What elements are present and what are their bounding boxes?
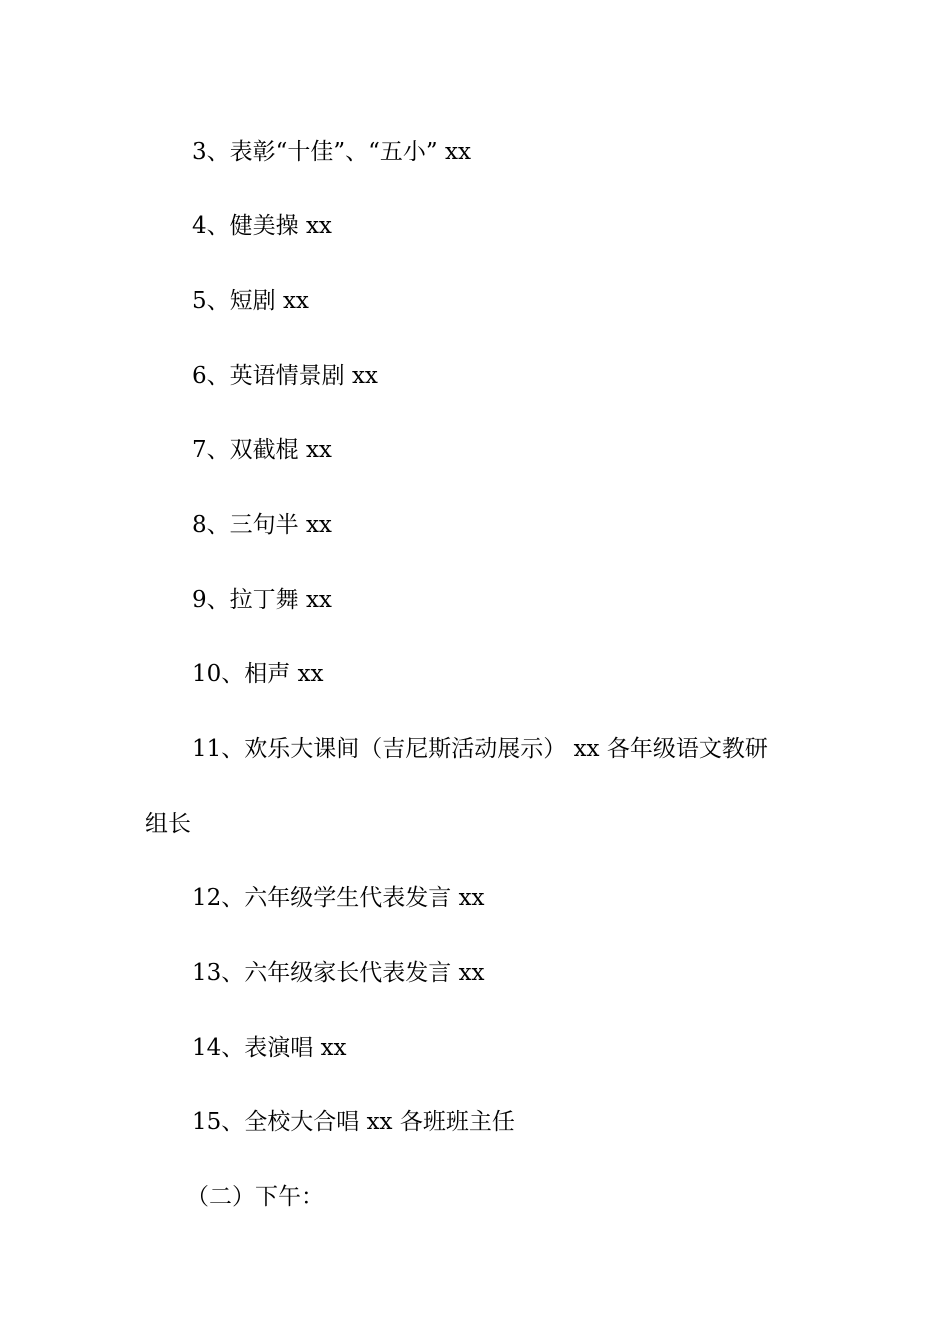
program-item-3: 3、表彰“十佳”、“五小” xx <box>192 139 471 165</box>
program-item-15: 15、全校大合唱 xx 各班班主任 <box>192 1109 515 1135</box>
program-item-14: 14、表演唱 xx <box>192 1035 347 1061</box>
program-item-11-continued: 组长 <box>145 811 191 837</box>
program-item-12: 12、六年级学生代表发言 xx <box>192 885 485 911</box>
program-item-13: 13、六年级家长代表发言 xx <box>192 960 485 986</box>
program-item-10: 10、相声 xx <box>192 661 324 687</box>
section-heading-afternoon: （二）下午： <box>186 1184 324 1210</box>
program-item-4: 4、健美操 xx <box>192 213 332 239</box>
program-item-7: 7、双截棍 xx <box>192 437 332 463</box>
program-item-8: 8、三句半 xx <box>192 512 332 538</box>
program-item-11: 11、欢乐大课间（吉尼斯活动展示） xx 各年级语文教研 <box>192 736 768 762</box>
program-item-9: 9、拉丁舞 xx <box>192 587 332 613</box>
program-item-6: 6、英语情景剧 xx <box>192 363 378 389</box>
program-item-5: 5、短剧 xx <box>192 288 309 314</box>
